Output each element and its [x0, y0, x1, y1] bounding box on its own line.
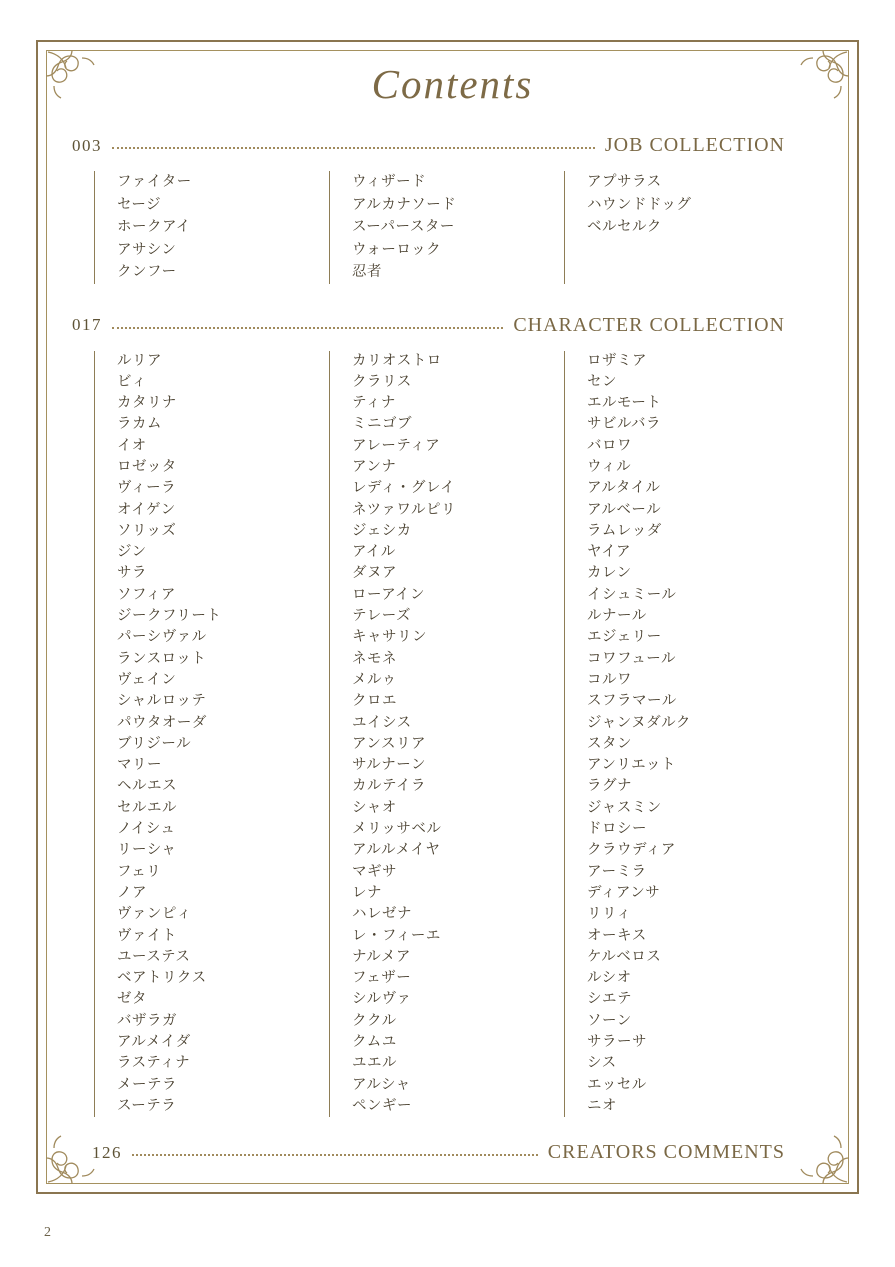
- list-item[interactable]: ジークフリート: [117, 608, 222, 625]
- section-entries-character-collection: [94, 351, 823, 1118]
- list-item[interactable]: ルナール: [587, 608, 647, 625]
- list-item[interactable]: エジェリー: [587, 629, 662, 646]
- list-item[interactable]: マギサ: [352, 863, 397, 880]
- section-title: CREATORS COMMENTS: [547, 1141, 785, 1164]
- list-item[interactable]: フェザー: [352, 970, 412, 987]
- list-item[interactable]: ソーン: [587, 1012, 632, 1029]
- contents-page: [72, 60, 823, 1170]
- list-item[interactable]: オーキス: [587, 927, 647, 944]
- list-item[interactable]: セルエル: [117, 799, 177, 816]
- list-item[interactable]: クラリス: [352, 373, 412, 390]
- list-item[interactable]: セン: [587, 373, 617, 390]
- list-item[interactable]: コワフュール: [587, 650, 676, 667]
- section-header-character-collection[interactable]: [72, 314, 785, 337]
- list-item[interactable]: ランスロット: [117, 650, 207, 667]
- entry-column: [564, 351, 799, 1118]
- list-item[interactable]: ホークアイ: [117, 219, 191, 235]
- list-item[interactable]: サルナーン: [352, 757, 426, 774]
- list-item[interactable]: ハレゼナ: [352, 906, 412, 923]
- list-item: [587, 239, 799, 262]
- list-item[interactable]: ウィル: [587, 458, 632, 475]
- list-item[interactable]: フェリ: [117, 863, 162, 880]
- list-item[interactable]: クムユ: [352, 1034, 397, 1050]
- list-item[interactable]: ベアトリクス: [117, 970, 207, 987]
- list-item[interactable]: ウォーロック: [352, 241, 442, 258]
- list-item[interactable]: ラムレッダ: [587, 522, 662, 539]
- entry-column: [564, 171, 799, 284]
- list-item[interactable]: ジェシカ: [352, 522, 412, 539]
- list-item[interactable]: マリー: [117, 757, 162, 774]
- list-item[interactable]: クラウディア: [587, 842, 676, 859]
- list-item[interactable]: ノイシュ: [117, 821, 176, 838]
- list-item[interactable]: ジン: [117, 544, 147, 561]
- list-item[interactable]: カレン: [587, 565, 632, 582]
- leader-dots: [112, 326, 503, 329]
- list-item[interactable]: キャサリン: [352, 629, 427, 646]
- list-item[interactable]: ダヌア: [352, 565, 397, 582]
- list-item[interactable]: テレーズ: [352, 608, 411, 625]
- list-item[interactable]: アルシャ: [352, 1076, 411, 1093]
- list-item[interactable]: レナ: [352, 884, 382, 901]
- list-item[interactable]: ネツァワルピリ: [352, 501, 456, 518]
- entry-column: [94, 351, 329, 1118]
- list-item[interactable]: アーミラ: [587, 863, 647, 880]
- list-item[interactable]: レ・フィーエ: [352, 927, 441, 944]
- leader-dots: [112, 146, 595, 149]
- list-item[interactable]: ユエル: [352, 1055, 397, 1072]
- list-item[interactable]: バロワ: [587, 437, 632, 454]
- list-item[interactable]: ユイシス: [352, 714, 412, 731]
- list-item[interactable]: オイゲン: [117, 501, 176, 518]
- list-item[interactable]: アルベール: [587, 501, 662, 518]
- list-item[interactable]: リリィ: [587, 906, 632, 923]
- list-item[interactable]: アンスリア: [352, 735, 426, 752]
- list-item[interactable]: サラーサ: [587, 1034, 647, 1050]
- list-item[interactable]: ヴィーラ: [117, 480, 177, 497]
- list-item[interactable]: エルモート: [587, 395, 662, 412]
- list-item[interactable]: ニオ: [587, 1097, 617, 1114]
- list-item[interactable]: ロゼッタ: [117, 458, 177, 475]
- section-page-number: 126: [92, 1142, 122, 1162]
- list-item[interactable]: アルカナソード: [352, 196, 457, 213]
- list-item[interactable]: ヤイア: [587, 544, 631, 561]
- list-item: [587, 261, 799, 284]
- list-item[interactable]: ペンギー: [352, 1097, 412, 1114]
- page-title: Contents: [371, 61, 534, 107]
- list-item[interactable]: シャオ: [352, 799, 397, 816]
- list-item[interactable]: アルメイダ: [117, 1034, 191, 1050]
- list-item[interactable]: ヘルエス: [117, 778, 177, 795]
- list-item[interactable]: カリオストロ: [352, 352, 442, 369]
- list-item[interactable]: ファイター: [117, 174, 192, 190]
- section-page-number: 017: [72, 315, 102, 334]
- list-item[interactable]: ナルメア: [352, 948, 411, 965]
- list-item[interactable]: メルゥ: [352, 671, 397, 688]
- list-item[interactable]: ラグナ: [587, 778, 632, 795]
- list-item[interactable]: ゼタ: [117, 991, 147, 1008]
- leader-dots: [132, 1153, 538, 1156]
- list-item[interactable]: スフラマール: [587, 693, 677, 710]
- list-item[interactable]: バザラガ: [117, 1012, 177, 1029]
- list-item[interactable]: クンフー: [117, 264, 177, 280]
- list-item[interactable]: パウタオーダ: [117, 714, 207, 731]
- list-item[interactable]: ティナ: [352, 395, 396, 412]
- section-header-creators-comments[interactable]: [72, 1141, 785, 1164]
- list-item[interactable]: アルルメイヤ: [352, 842, 441, 859]
- list-item[interactable]: クロエ: [352, 693, 397, 710]
- list-item[interactable]: ルリア: [117, 352, 162, 369]
- list-item[interactable]: シルヴァ: [352, 991, 412, 1008]
- list-item[interactable]: アンナ: [352, 458, 397, 475]
- list-item[interactable]: ソリッズ: [117, 522, 177, 539]
- list-item[interactable]: アレーティア: [352, 437, 441, 454]
- list-item[interactable]: リーシャ: [117, 842, 177, 859]
- list-item[interactable]: ドロシー: [587, 821, 647, 838]
- list-item[interactable]: ローアイン: [352, 586, 425, 603]
- list-item[interactable]: ブリジール: [117, 735, 192, 752]
- list-item[interactable]: シャルロッテ: [117, 693, 207, 710]
- list-item[interactable]: ヴァンピィ: [117, 906, 192, 923]
- entry-column: [329, 351, 564, 1118]
- list-item[interactable]: ククル: [352, 1012, 397, 1029]
- list-item[interactable]: メリッサベル: [352, 821, 442, 838]
- list-item[interactable]: ウィザード: [352, 174, 427, 190]
- list-item[interactable]: ネモネ: [352, 650, 397, 667]
- list-item[interactable]: ロザミア: [587, 352, 647, 369]
- list-item[interactable]: ヴァイト: [117, 927, 177, 944]
- list-item[interactable]: コルワ: [587, 671, 632, 688]
- list-item[interactable]: 忍者: [352, 264, 382, 280]
- list-item[interactable]: カタリナ: [117, 395, 177, 412]
- list-item[interactable]: ラカム: [117, 416, 162, 433]
- entry-column: [94, 171, 329, 284]
- list-item[interactable]: メーテラ: [117, 1076, 177, 1093]
- list-item[interactable]: ノア: [117, 884, 147, 901]
- list-item[interactable]: ベルセルク: [587, 219, 662, 235]
- list-item[interactable]: ルシオ: [587, 970, 632, 987]
- list-item[interactable]: ソフィア: [117, 586, 176, 603]
- list-item[interactable]: ユーステス: [117, 948, 191, 965]
- list-item[interactable]: スーパースター: [352, 219, 455, 235]
- list-item[interactable]: パーシヴァル: [117, 629, 207, 646]
- list-item[interactable]: ジャスミン: [587, 799, 662, 816]
- list-item[interactable]: イオ: [117, 437, 147, 454]
- list-item[interactable]: サラ: [117, 565, 147, 582]
- section-page-number: 003: [72, 135, 102, 155]
- section-entries-job-collection: [94, 171, 823, 284]
- section-title: JOB COLLECTION: [604, 134, 785, 156]
- list-item[interactable]: スーテラ: [117, 1097, 177, 1114]
- page-number: 2: [44, 1225, 51, 1240]
- section-header-job-collection[interactable]: [72, 134, 785, 157]
- list-item[interactable]: エッセル: [587, 1076, 647, 1093]
- list-item[interactable]: ジャンヌダルク: [587, 714, 691, 731]
- list-item[interactable]: シス: [587, 1055, 617, 1072]
- list-item[interactable]: ハウンドドッグ: [587, 196, 692, 213]
- list-item[interactable]: セージ: [117, 196, 162, 213]
- list-item[interactable]: アイル: [352, 544, 396, 561]
- list-item[interactable]: アルタイル: [587, 480, 661, 497]
- list-item[interactable]: アサシン: [117, 241, 177, 258]
- list-item[interactable]: サビルバラ: [587, 416, 661, 433]
- list-item[interactable]: アンリエット: [587, 757, 676, 774]
- list-item[interactable]: ヴェイン: [117, 671, 177, 688]
- list-item[interactable]: レディ・グレイ: [352, 480, 456, 497]
- list-item[interactable]: ディアンサ: [587, 884, 661, 901]
- list-item[interactable]: ミニゴブ: [352, 416, 412, 433]
- list-item[interactable]: カルテイラ: [352, 778, 426, 795]
- list-item[interactable]: ラスティナ: [117, 1055, 191, 1072]
- list-item[interactable]: シエテ: [587, 991, 632, 1008]
- list-item[interactable]: スタン: [587, 735, 632, 752]
- list-item[interactable]: イシュミール: [587, 586, 677, 603]
- entry-column: [329, 171, 564, 284]
- section-title: CHARACTER COLLECTION: [513, 313, 785, 336]
- list-item[interactable]: ビィ: [117, 373, 147, 390]
- list-item[interactable]: アプサラス: [587, 174, 662, 190]
- list-item[interactable]: ケルベロス: [587, 948, 662, 965]
